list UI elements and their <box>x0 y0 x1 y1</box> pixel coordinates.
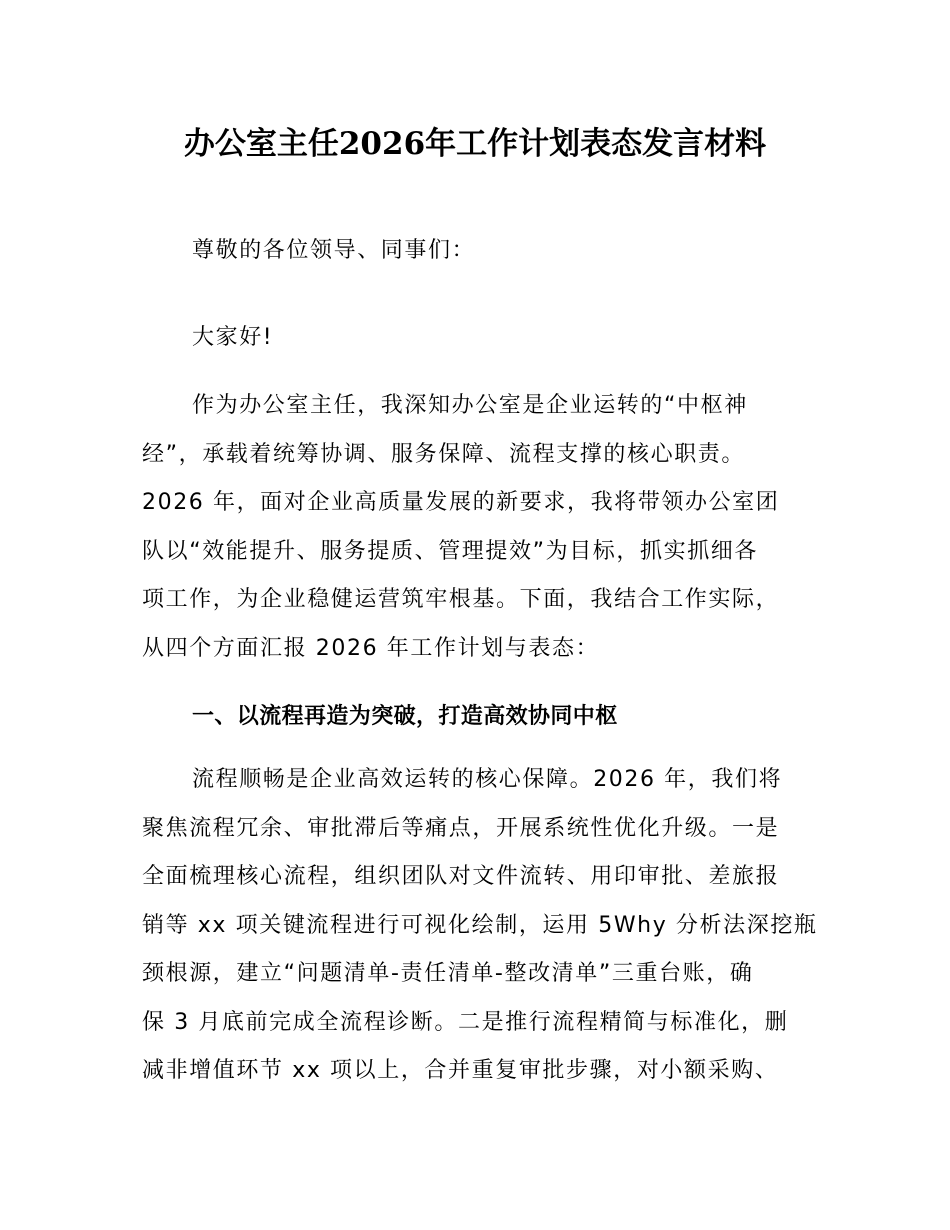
intro-line: 2026 年，面对企业高质量发展的新要求，我将带领办公室团 <box>142 490 780 515</box>
intro-line: 经”，承载着统筹协调、服务保障、流程支撑的核心职责。 <box>142 441 745 467</box>
section-1-line: 流程顺畅是企业高效运转的核心保障。2026 年，我们将 <box>192 767 783 792</box>
section-1-line: 全面梳理核心流程，组织团队对文件流转、用印审批、差旅报 <box>142 864 780 889</box>
document-title: 办公室主任2026年工作计划表态发言材料 <box>183 126 767 162</box>
intro-line: 作为办公室主任，我深知办公室是企业运转的“中枢神 <box>192 393 748 418</box>
section-1-line: 销等 xx 项关键流程进行可视化绘制，运用 5Why 分析法深挖瓶 <box>142 912 818 938</box>
section-1-line: 保 3 月底前完成全流程诊断。二是推行流程精简与标准化，删 <box>142 1009 789 1035</box>
section-1-paragraph <box>142 756 818 1096</box>
intro-line: 队以“效能提升、服务提质、管理提效”为目标，抓实抓细各 <box>142 538 758 564</box>
section-1-line: 减非增值环节 xx 项以上，合并重复审批步骤，对小额采购、 <box>142 1058 779 1083</box>
salutation-text: 尊敬的各位领导、同事们： <box>192 238 476 263</box>
intro-line: 项工作，为企业稳健运营筑牢根基。下面，我结合工作实际， <box>142 587 780 612</box>
greeting-paragraph <box>142 314 810 363</box>
section-1-line: 聚焦流程冗余、审批滞后等痛点，开展系统性优化升级。一是 <box>142 815 780 841</box>
greeting-text: 大家好! <box>192 325 274 350</box>
intro-paragraph <box>142 382 810 673</box>
salutation-paragraph <box>142 227 810 276</box>
intro-line: 从四个方面汇报 2026 年工作计划与表态： <box>142 635 600 661</box>
section-1-heading: 一、以流程再造为突破，打造高效协同中枢 <box>192 704 618 729</box>
section-1-line: 颈根源，建立“问题清单-责任清单-整改清单”三重台账，确 <box>142 961 754 986</box>
